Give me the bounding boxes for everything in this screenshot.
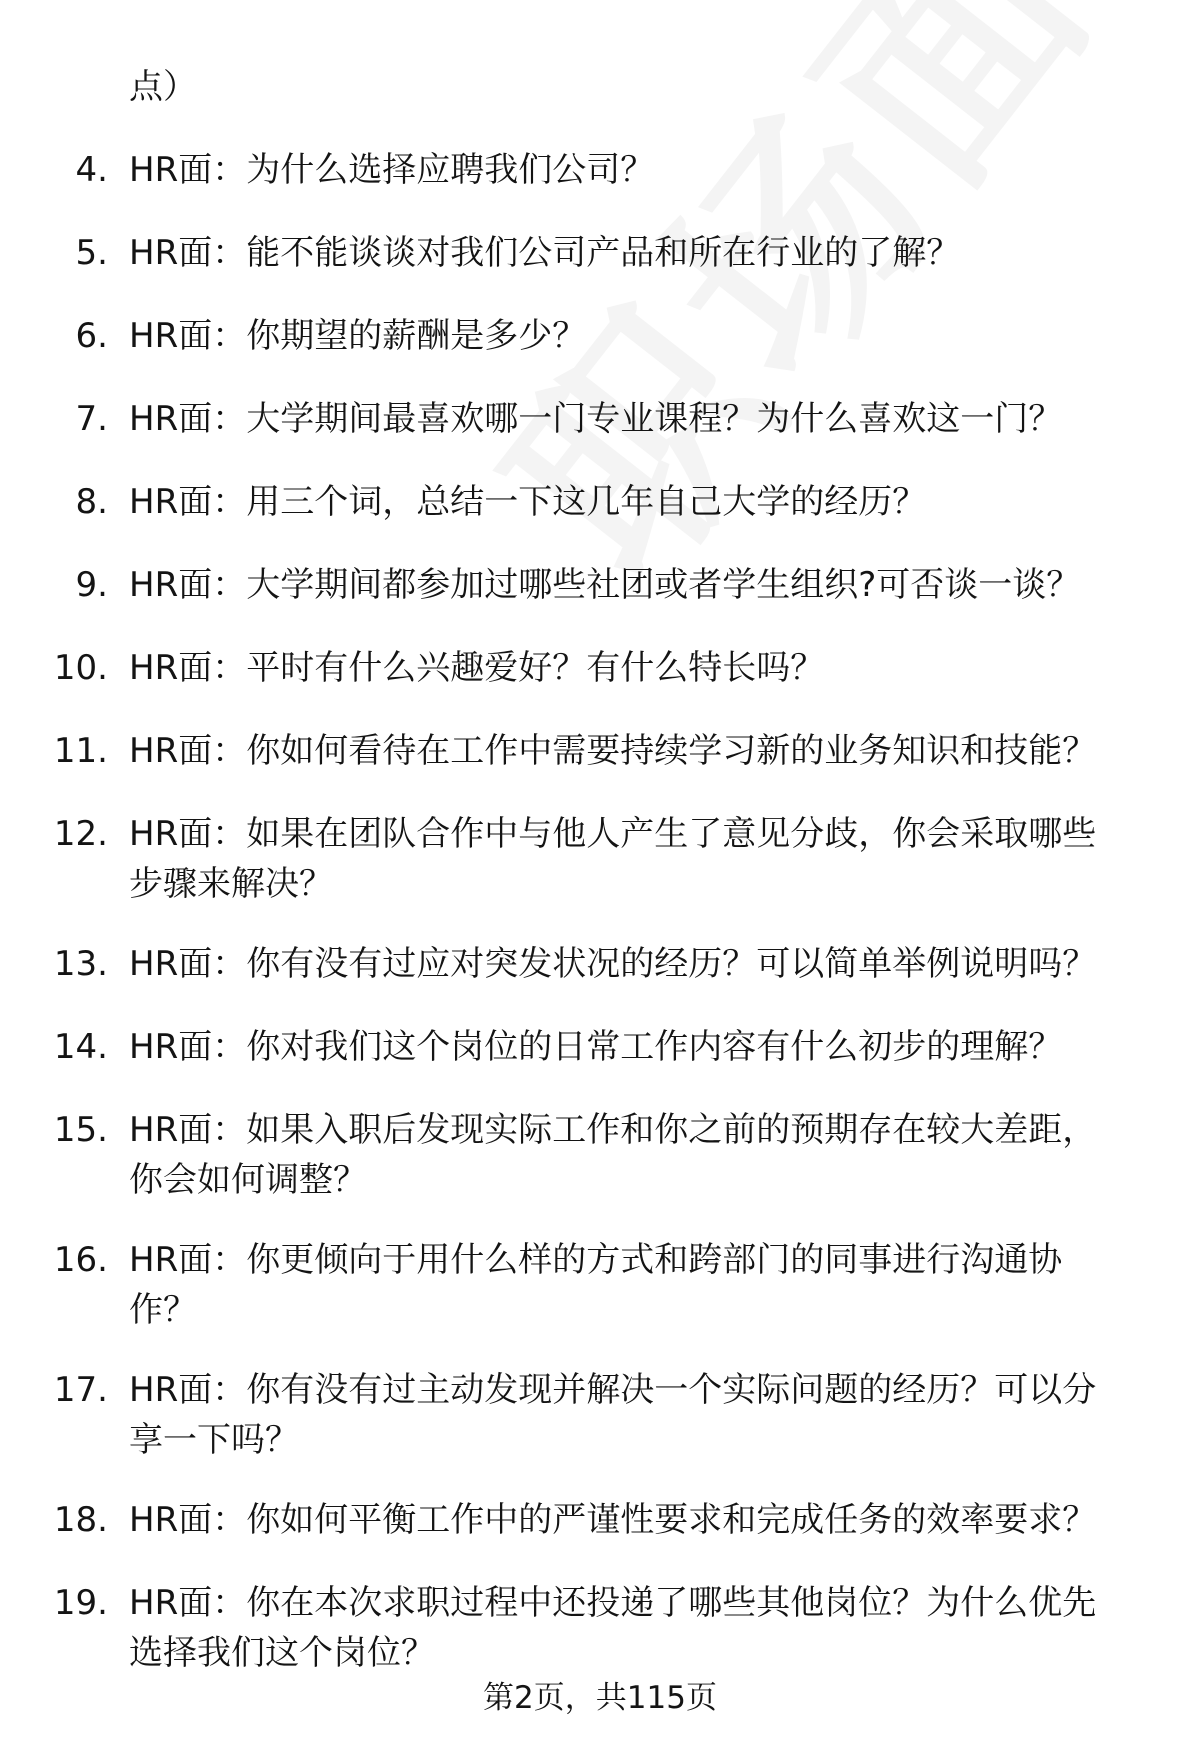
item-text: HR面：你如何看待在工作中需要持续学习新的业务知识和技能？ — [129, 731, 1097, 771]
item-number: 19. — [53, 1583, 108, 1623]
continuation-text: 点） — [129, 67, 197, 107]
item-text: HR面：你对我们这个岗位的日常工作内容有什么初步的理解？ — [129, 1027, 1063, 1067]
item-number: 10. — [53, 648, 108, 688]
item-number: 15. — [53, 1110, 108, 1150]
item-number: 6. — [75, 316, 108, 356]
item-number: 5. — [75, 233, 108, 273]
page-footer: 第2页，共115页 — [483, 1680, 717, 1716]
item-number: 18. — [53, 1500, 108, 1540]
item-text: HR面：你有没有过主动发现并解决一个实际问题的经历？可以分 享一下吗？ — [129, 1370, 1097, 1460]
item-text: HR面：如果入职后发现实际工作和你之前的预期存在较大差距， 你会如何调整？ — [129, 1110, 1097, 1200]
item-text: HR面：能不能谈谈对我们公司产品和所在行业的了解？ — [129, 233, 961, 273]
item-number: 4. — [75, 150, 108, 190]
item-number: 13. — [53, 944, 108, 984]
item-text: HR面：如果在团队合作中与他人产生了意见分歧，你会采取哪些 步骤来解决？ — [129, 814, 1097, 904]
item-number: 8. — [75, 482, 108, 522]
item-text: HR面：你期望的薪酬是多少？ — [129, 316, 587, 356]
item-text: HR面：你有没有过应对突发状况的经历？可以简单举例说明吗？ — [129, 944, 1097, 984]
item-number: 12. — [53, 814, 108, 854]
item-text: HR面：大学期间最喜欢哪一门专业课程？为什么喜欢这一门？ — [129, 399, 1063, 439]
item-number: 11. — [53, 731, 108, 771]
item-number: 9. — [75, 565, 108, 605]
item-text: HR面：平时有什么兴趣爱好？有什么特长吗？ — [129, 648, 825, 688]
item-number: 7. — [75, 399, 108, 439]
item-number: 14. — [53, 1027, 108, 1067]
item-text: HR面：你更倾向于用什么样的方式和跨部门的同事进行沟通协 作？ — [129, 1240, 1063, 1330]
item-text: HR面：你在本次求职过程中还投递了哪些其他岗位？为什么优先 选择我们这个岗位？ — [129, 1583, 1097, 1673]
item-number: 17. — [53, 1370, 108, 1410]
item-text: HR面：你如何平衡工作中的严谨性要求和完成任务的效率要求？ — [129, 1500, 1097, 1540]
item-text: HR面：为什么选择应聘我们公司？ — [129, 150, 655, 190]
item-number: 16. — [53, 1240, 108, 1280]
item-text: HR面：大学期间都参加过哪些社团或者学生组织?可否谈一谈？ — [129, 565, 1081, 605]
item-text: HR面：用三个词，总结一下这几年自己大学的经历？ — [129, 482, 927, 522]
